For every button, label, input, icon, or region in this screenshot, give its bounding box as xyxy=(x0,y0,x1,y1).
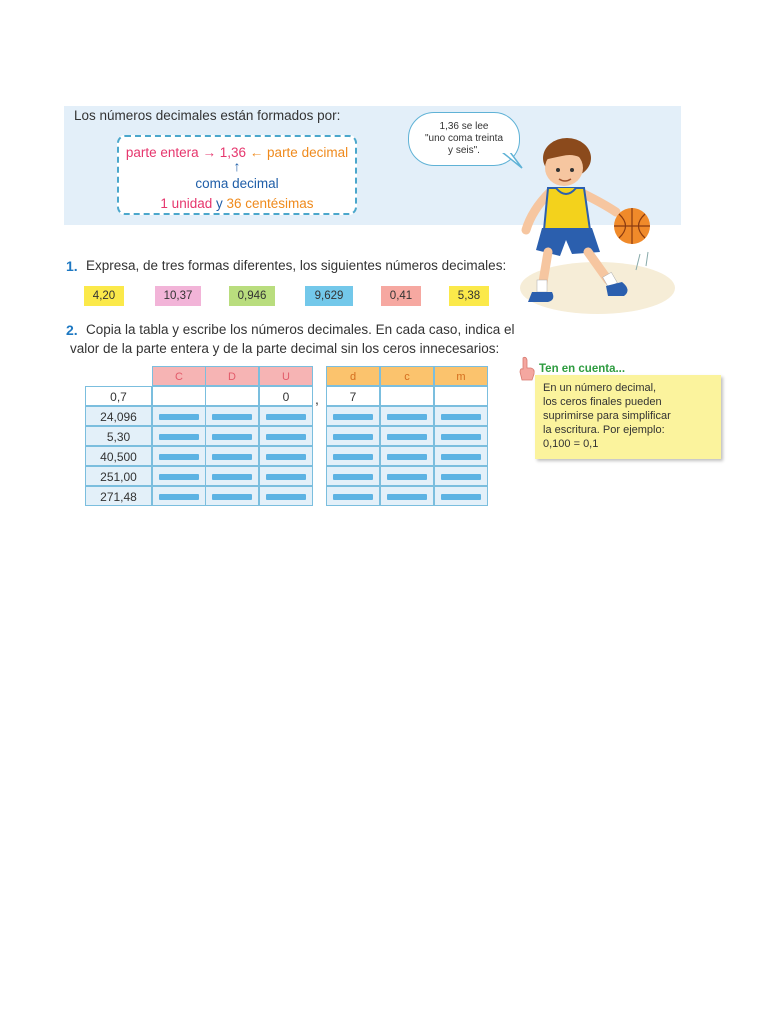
right-arrow: → xyxy=(202,145,216,160)
table-cell: 0 xyxy=(259,386,313,406)
answer-line xyxy=(159,414,199,420)
table-cell xyxy=(152,386,206,406)
answer-line xyxy=(212,474,252,480)
table-header-integer: D xyxy=(205,366,259,386)
hundredths-amount: 36 centésimas xyxy=(226,196,314,211)
tip-title: Ten en cuenta... xyxy=(539,363,626,375)
answer-blank xyxy=(434,426,488,446)
pointing-hand-icon xyxy=(517,356,537,382)
conjunction: y xyxy=(216,196,223,211)
answer-line xyxy=(441,454,481,460)
answer-blank xyxy=(434,406,488,426)
example-number-text: 1,36 xyxy=(219,145,247,160)
bubble-line-2: "uno coma treinta xyxy=(424,133,504,144)
answer-line xyxy=(266,474,306,480)
answer-blank xyxy=(380,466,434,486)
answer-line xyxy=(333,434,373,440)
answer-blank xyxy=(259,406,313,426)
table-header-integer: C xyxy=(152,366,206,386)
answer-line xyxy=(387,434,427,440)
answer-blank xyxy=(380,446,434,466)
decimal-number-tag: 10,37 xyxy=(155,286,201,306)
table-header-decimal: c xyxy=(380,366,434,386)
answer-blank xyxy=(434,446,488,466)
answer-line xyxy=(441,474,481,480)
answer-blank xyxy=(326,466,380,486)
exercise-1-number: 1. xyxy=(66,258,78,274)
answer-blank xyxy=(380,426,434,446)
table-header-decimal: m xyxy=(434,366,488,386)
bubble-tail xyxy=(500,150,524,170)
answer-line xyxy=(387,474,427,480)
tip-line-4: la escritura. Por ejemplo: xyxy=(543,424,665,436)
table-header-integer: U xyxy=(259,366,313,386)
answer-line xyxy=(387,494,427,500)
tip-line-3: suprimirse para simplificar xyxy=(543,410,671,422)
decimal-number-tag: 0,41 xyxy=(381,286,421,306)
answer-line xyxy=(266,494,306,500)
basketball-player-illustration xyxy=(512,130,662,320)
units-amount: 1 unidad xyxy=(160,196,213,211)
answer-line xyxy=(333,474,373,480)
answer-blank xyxy=(326,446,380,466)
answer-line xyxy=(212,434,252,440)
intro-heading: Los números decimales están formados por: xyxy=(74,108,341,123)
answer-line xyxy=(266,414,306,420)
answer-blank xyxy=(205,406,259,426)
table-row-label: 251,00 xyxy=(85,466,152,486)
exercise-2-number: 2. xyxy=(66,322,78,338)
answer-blank xyxy=(380,486,434,506)
decimal-part-label: parte decimal xyxy=(267,145,349,160)
table-cell xyxy=(205,386,259,406)
tip-note xyxy=(535,375,721,459)
decimal-number-tag: 9,629 xyxy=(305,286,353,306)
table-cell: 7 xyxy=(326,386,380,406)
answer-line xyxy=(159,434,199,440)
integer-part-label: parte entera xyxy=(125,145,199,160)
decimal-number-tag: 5,38 xyxy=(449,286,489,306)
answer-line xyxy=(333,454,373,460)
answer-line xyxy=(387,454,427,460)
left-arrow: ← xyxy=(249,145,264,160)
bubble-line-1: 1,36 se lee xyxy=(439,121,489,132)
answer-line xyxy=(441,414,481,420)
comma-label: coma decimal xyxy=(195,176,279,191)
answer-blank xyxy=(152,446,206,466)
answer-line xyxy=(387,414,427,420)
tip-line-2: los ceros finales pueden xyxy=(543,396,662,408)
answer-line xyxy=(159,454,199,460)
exercise-1-instruction: Expresa, de tres formas diferentes, los siguientes números decimales: xyxy=(86,258,507,273)
decimal-number-tag: 0,946 xyxy=(229,286,275,306)
decimal-number-tag: 4,20 xyxy=(84,286,124,306)
tip-line-5: 0,100 = 0,1 xyxy=(543,438,599,450)
answer-blank xyxy=(205,486,259,506)
answer-line xyxy=(212,494,252,500)
exercise-2-instruction-line-2: valor de la parte entera y de la parte decimal sin los ceros innecesarios: xyxy=(70,341,500,356)
answer-line xyxy=(159,494,199,500)
answer-blank xyxy=(259,426,313,446)
answer-blank xyxy=(326,426,380,446)
diagram-composition-row xyxy=(117,196,357,211)
answer-line xyxy=(441,494,481,500)
table-cell xyxy=(434,386,488,406)
answer-line xyxy=(266,434,306,440)
answer-blank xyxy=(152,426,206,446)
answer-blank xyxy=(205,446,259,466)
exercise-2-instruction-line-1: Copia la tabla y escribe los números decimales. En cada caso, indica el xyxy=(86,322,515,337)
answer-blank xyxy=(259,466,313,486)
decimal-comma-separator: , xyxy=(315,391,319,407)
answer-line xyxy=(333,494,373,500)
answer-blank xyxy=(326,406,380,426)
table-header-decimal: d xyxy=(326,366,380,386)
answer-line xyxy=(441,434,481,440)
answer-blank xyxy=(152,406,206,426)
answer-line xyxy=(212,414,252,420)
answer-line xyxy=(333,414,373,420)
answer-blank xyxy=(380,406,434,426)
answer-blank xyxy=(152,486,206,506)
up-arrow-icon: ↑ xyxy=(233,158,241,174)
answer-blank xyxy=(205,466,259,486)
tip-line-1: En un número decimal, xyxy=(543,382,657,394)
table-row-label: 40,500 xyxy=(85,446,152,466)
table-cell xyxy=(380,386,434,406)
answer-line xyxy=(159,474,199,480)
answer-line xyxy=(212,454,252,460)
answer-blank xyxy=(434,486,488,506)
table-row-label: 5,30 xyxy=(85,426,152,446)
table-row-label: 24,096 xyxy=(85,406,152,426)
answer-blank xyxy=(152,466,206,486)
answer-blank xyxy=(205,426,259,446)
table-row-label: 271,48 xyxy=(85,486,152,506)
table-row-label: 0,7 xyxy=(85,386,152,406)
answer-line xyxy=(266,454,306,460)
bubble-line-3: y seis". xyxy=(448,145,480,156)
answer-blank xyxy=(259,486,313,506)
answer-blank xyxy=(259,446,313,466)
answer-blank xyxy=(434,466,488,486)
answer-blank xyxy=(326,486,380,506)
